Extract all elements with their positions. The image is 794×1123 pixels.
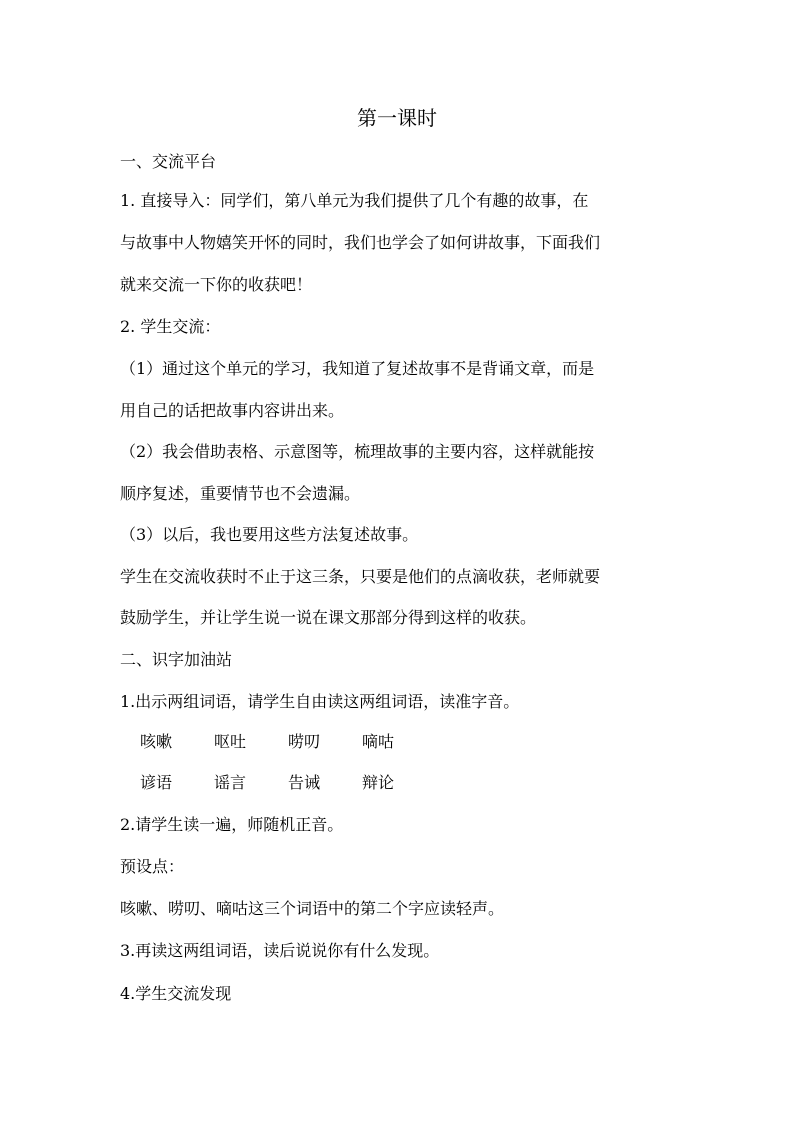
word-item: 辩论 — [362, 773, 395, 792]
word-row-1 — [140, 730, 436, 754]
paragraph-teacher-note-line1: 学生在交流收获时不止于这三条，只要是他们的点滴收获，老师就要 — [120, 567, 601, 586]
list-item-1-line2: 用自己的话把故事内容讲出来。 — [120, 401, 345, 420]
page-title: 第一课时 — [357, 106, 437, 130]
question-2: 2.请学生读一遍，师随机正音。 — [120, 815, 344, 834]
question-1: 1.出示两组词语，请学生自由读这两组词语，读准字音。 — [120, 692, 520, 711]
preset-text: 咳嗽、唠叨、嘀咕这三个词语中的第二个字应读轻声。 — [120, 899, 505, 918]
word-item: 咳嗽 — [140, 732, 173, 751]
section-heading-exchange: 一、交流平台 — [120, 152, 217, 171]
list-item-2-line1: （2）我会借助表格、示意图等，梳理故事的主要内容，这样就能按 — [120, 442, 595, 461]
paragraph-intro-line2: 与故事中人物嬉笑开怀的同时，我们也学会了如何讲故事，下面我们 — [120, 233, 601, 252]
list-item-1-line1: （1）通过这个单元的学习，我知道了复述故事不是背诵文章，而是 — [120, 359, 595, 378]
list-item-2-line2: 顺序复述，重要情节也不会遗漏。 — [120, 484, 361, 503]
word-item: 唠叨 — [288, 732, 321, 751]
word-row-2 — [140, 771, 436, 795]
paragraph-intro-line3: 就来交流一下你的收获吧！ — [120, 275, 313, 294]
question-4: 4.学生交流发现 — [120, 984, 232, 1003]
word-item: 嘀咕 — [362, 732, 395, 751]
word-item: 呕吐 — [214, 732, 247, 751]
word-item: 谚语 — [140, 773, 173, 792]
preset-label: 预设点： — [120, 857, 185, 876]
section-heading-literacy: 二、识字加油站 — [120, 650, 233, 669]
paragraph-teacher-note-line2: 鼓励学生，并让学生说一说在课文那部分得到这样的收获。 — [120, 608, 537, 627]
word-item: 谣言 — [214, 773, 247, 792]
word-item: 告诫 — [288, 773, 321, 792]
paragraph-intro-line1: 1. 直接导入：同学们，第八单元为我们提供了几个有趣的故事，在 — [120, 191, 589, 210]
paragraph-student-exchange: 2. 学生交流： — [120, 317, 221, 336]
question-3: 3.再读这两组词语，读后说说你有什么发现。 — [120, 941, 440, 960]
list-item-3: （3）以后，我也要用这些方法复述故事。 — [120, 525, 419, 544]
